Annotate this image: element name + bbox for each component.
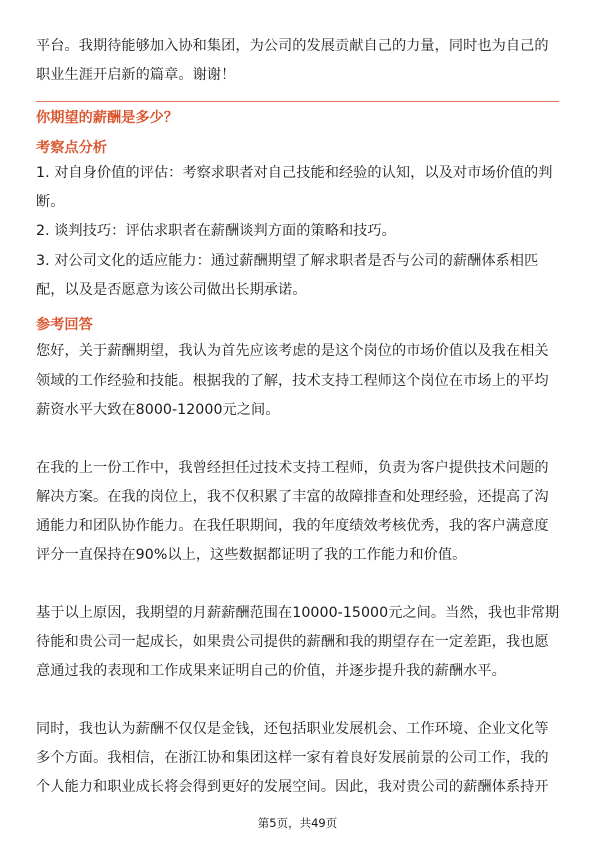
- answer-line: 同时，我也认为薪酬不仅仅是金钱，还包括职业发展机会、工作环境、企业文化等: [36, 721, 549, 737]
- page-number: 第5页，共49页: [257, 816, 338, 830]
- answer-line: 领域的工作经验和技能。根据我的了解，技术支持工程师这个岗位在市场上的平均: [36, 373, 549, 389]
- analysis-heading: 考察点分析: [36, 140, 107, 156]
- answer-line: 薪资水平大致在8000-12000元之间。: [36, 402, 280, 418]
- answer-line: 多个方面。我相信，在浙江协和集团这样一家有着良好发展前景的公司工作，我的: [36, 750, 549, 766]
- analysis-line: 配，以及是否愿意为该公司做出长期承诺。: [36, 282, 307, 298]
- answer-line: 评分一直保持在90%以上，这些数据都证明了我的工作能力和价值。: [36, 547, 467, 563]
- answer-line: 意通过我的表现和工作成果来证明自己的价值，并逐步提升我的薪酬水平。: [36, 663, 506, 679]
- answer-line: 您好，关于薪酬期望，我认为首先应该考虑的是这个岗位的市场价值以及我在相关: [36, 343, 549, 359]
- analysis-line: 3. 对公司文化的适应能力：通过薪酬期望了解求职者是否与公司的薪酬体系相匹: [36, 253, 539, 269]
- analysis-line: 2. 谈判技巧：评估求职者在薪酬谈判方面的策略和技巧。: [36, 223, 396, 239]
- answer-line: 通能力和团队协作能力。在我任职期间，我的年度绩效考核优秀，我的客户满意度: [36, 518, 549, 534]
- analysis-line: 断。: [36, 194, 65, 210]
- answer-line: 待能和贵公司一起成长，如果贵公司提供的薪酬和我的期望存在一定差距，我也愿: [36, 634, 549, 650]
- answer-heading: 参考回答: [36, 317, 93, 333]
- question-title: 你期望的薪酬是多少？: [36, 110, 178, 126]
- intro-line: 职业生涯开启新的篇章。谢谢！: [36, 67, 236, 83]
- analysis-line: 1. 对自身价值的评估：考察求职者对自己技能和经验的认知，以及对市场价值的判: [36, 165, 553, 181]
- answer-line: 基于以上原因，我期望的月薪薪酬范围在10000-15000元之间。当然，我也非常期: [36, 605, 559, 621]
- answer-line: 解决方案。在我的岗位上，我不仅积累了丰富的故障排查和处理经验，还提高了沟: [36, 489, 549, 505]
- intro-line: 平台。我期待能够加入协和集团，为公司的发展贡献自己的力量，同时也为自己的: [36, 38, 549, 54]
- section-divider: [36, 101, 559, 102]
- answer-line: 个人能力和职业成长将会得到更好的发展空间。因此，我对贵公司的薪酬体系持开: [36, 779, 549, 795]
- answer-line: 在我的上一份工作中，我曾经担任过技术支持工程师，负责为客户提供技术问题的: [36, 460, 549, 476]
